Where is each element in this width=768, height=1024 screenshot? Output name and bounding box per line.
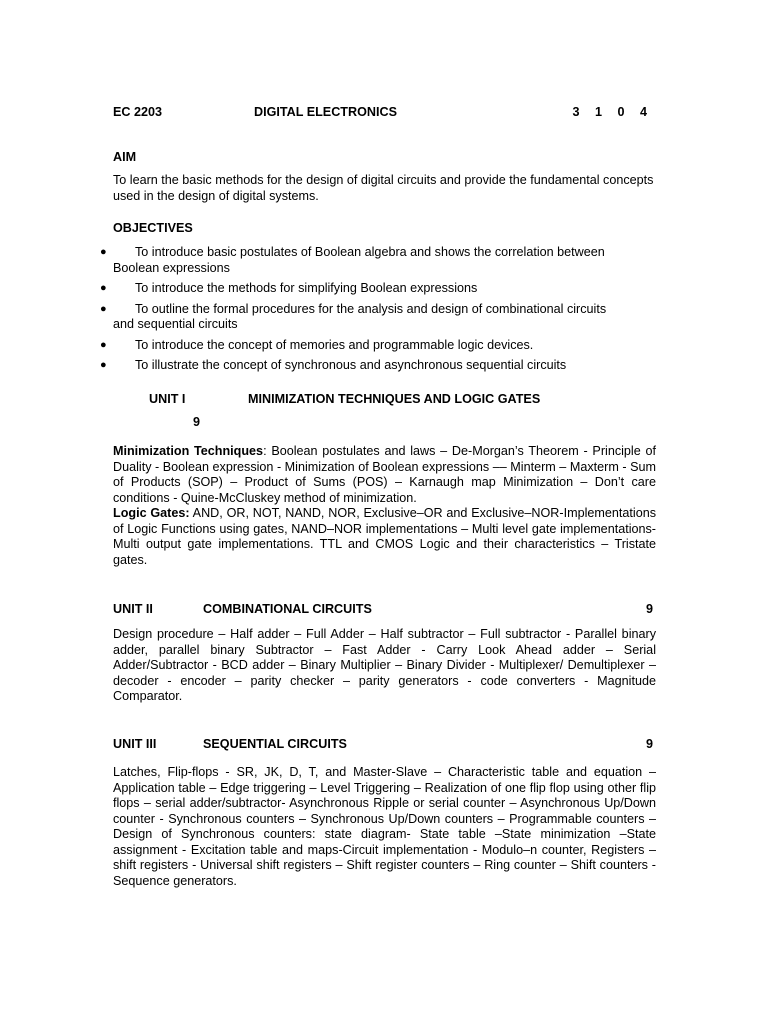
aim-text: To learn the basic methods for the design of digital circuits and provide the fundamental concepts used in the design of digital systems. (113, 173, 654, 203)
unit-2-header (113, 602, 653, 618)
list-item (100, 358, 660, 374)
objective-text: To introduce the methods for simplifying Boolean expressions (135, 281, 478, 295)
section-term: Logic Gates: (113, 506, 190, 520)
bullet-icon: ● (100, 282, 107, 294)
list-item (100, 302, 660, 333)
section-text: Boolean postulates and laws – De-Morgan’s Theorem - Principle of Duality - Boolean expression - Minimization of Boolean expressions –– Minterm – Maxterm - Sum of Products (SOP) – Product of Sums (POS) – Karnaugh map Minimization – Don’t care conditions - Quine-McCluskey method of minimization. (113, 444, 656, 505)
list-item (100, 245, 660, 276)
unit-3-hours: 9 (645, 737, 653, 751)
section-text: AND, OR, NOT, NAND, NOR, Exclusive–OR and Exclusive–NOR-Implementations of Logic Functions using gates, NAND–NOR implementations – Multi level gate implementations- Multi output gate implementations. TTL and CMOS Logic and their characteristics – Tristate gates. (113, 506, 656, 567)
objective-text: To illustrate the concept of synchronous and asynchronous sequential circuits (135, 358, 567, 372)
course-code: EC 2203 (113, 105, 163, 119)
unit-1-title: MINIMIZATION TECHNIQUES AND LOGIC GATES (248, 392, 541, 406)
unit-3-label: UNIT III (113, 737, 157, 751)
list-item (100, 281, 660, 297)
unit-1-minimization-paragraph (113, 444, 656, 506)
objective-text-cont: and sequential circuits (113, 317, 238, 331)
bullet-icon: ● (100, 359, 107, 371)
bullet-icon: ● (100, 246, 107, 258)
unit-3-text: Latches, Flip-flops - SR, JK, D, T, and Master-Slave – Characteristic table and equation –Application table – Edge triggering – Level Triggering – Realization of one flip flop using other flip flops – serial adder/subtractor- Asynchronous Ripple or serial counter – Asynchronous Up/Down counter - Synchronous counters – Synchronous Up/Down counters – Programmable counters – Design of Synchronous counters: state diagram- State table –State minimization –State assignment - Excitation table and maps-Circuit implementation - Modulo–n counter, Registers – shift registers - Universal shift registers – Shift register counters – Ring counter – Shift counters - Sequence generators. (113, 765, 656, 888)
unit-1-logic-gates-paragraph (113, 506, 656, 568)
list-item (100, 338, 660, 354)
objective-text-cont: Boolean expressions (113, 260, 230, 275)
bullet-icon: ● (100, 302, 107, 315)
objective-text: To introduce basic postulates of Boolean algebra and shows the correlation between (135, 245, 605, 259)
course-title: DIGITAL ELECTRONICS (254, 105, 397, 119)
bullet-icon: ● (100, 338, 107, 351)
unit-2-hours: 9 (645, 602, 653, 616)
objectives-heading: OBJECTIVES (113, 221, 193, 235)
unit-2-text: Design procedure – Half adder – Full Adder – Half subtractor – Full subtractor - Parallel binary adder, parallel binary Subtractor – Fast Adder - Carry Look Ahead adder – Serial Adder/Subtractor - BCD adder – Binary Multiplier – Binary Divider - Multiplexer/ Demultiplexer – decoder - encoder – parity checker – parity generators - code converters - Magnitude Comparator. (113, 627, 656, 703)
unit-2-title: COMBINATIONAL CIRCUITS (203, 602, 372, 616)
unit-3-header (113, 737, 653, 753)
unit-2-label: UNIT II (113, 602, 153, 616)
section-sep: : (263, 444, 267, 458)
course-credits: 3 1 0 4 (572, 105, 653, 119)
unit-1-label: UNIT I (149, 392, 186, 406)
section-term: Minimization Techniques (113, 444, 264, 458)
objective-text: To introduce the concept of memories and programmable logic devices. (135, 337, 534, 352)
unit-3-title: SEQUENTIAL CIRCUITS (203, 737, 347, 751)
objective-text: To outline the formal procedures for the analysis and design of combinational circuits (135, 301, 607, 316)
aim-heading: AIM (113, 150, 137, 164)
objectives-list (100, 245, 660, 379)
course-header (113, 105, 653, 121)
unit-1-hours: 9 (193, 415, 201, 429)
